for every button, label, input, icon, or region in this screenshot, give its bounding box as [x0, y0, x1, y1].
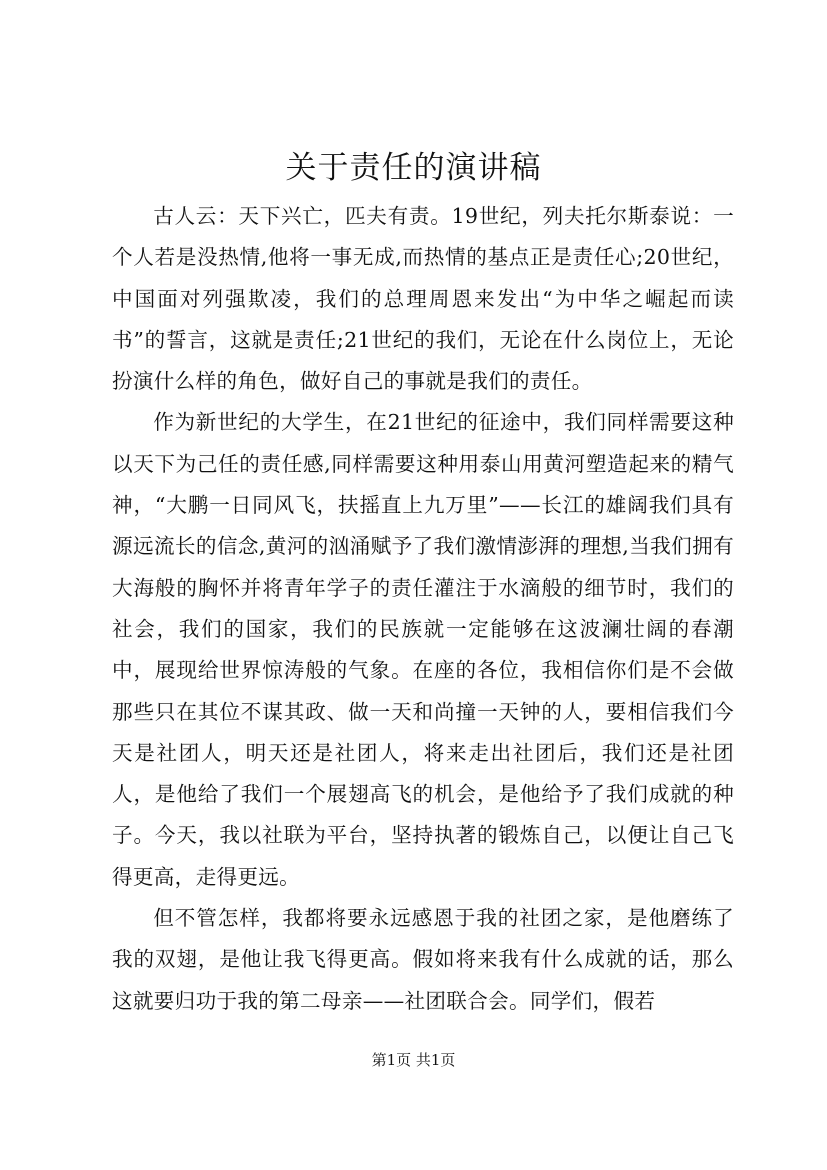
- document-body: [112, 196, 734, 1022]
- paragraph-3: 但不管怎样，我都将要永远感恩于我的社团之家，是他磨练了我的双翅，是他让我飞得更高。假如将来我有什么成就的话，那么这就要归功于我的第二母亲——社团联合会。同学们，假若: [112, 906, 734, 1013]
- document-title: 关于责任的演讲稿: [285, 150, 542, 186]
- page-footer: 第1页 共1页: [371, 1051, 456, 1069]
- paragraph-1: 古人云：天下兴亡，匹夫有责。19世纪，列夫托尔斯泰说：一个人若是没热情,他将一事无成,而热情的基点正是责任心;20世纪，中国面对列强欺凌，我们的总理周恩来发出“为中华之崛起而读书”的誓言，这就是责任;21世纪的我们，无论在什么岗位上，无论扮演什么样的角色，做好自己的事就是我们的责任。: [112, 204, 734, 394]
- paragraph-2: 作为新世纪的大学生，在21世纪的征途中，我们同样需要这种以天下为己任的责任感,同样需要这种用泰山用黄河塑造起来的精气神，“大鹏一日同风飞，扶摇直上九万里”——长江的雄阔我们具有源远流长的信念,黄河的汹涌赋予了我们激情澎湃的理想,当我们拥有大海般的胸怀并将青年学子的责任灌注于水滴般的细节时，我们的社会，我们的国家，我们的民族就一定能够在这波澜壮阔的春潮中，展现给世界惊涛般的气象。在座的各位，我相信你们是不会做那些只在其位不谋其政、做一天和尚撞一天钟的人，要相信我们今天是社团人，明天还是社团人，将来走出社团后，我们还是社团人，是他给了我们一个展翅高飞的机会，是他给予了我们成就的种子。今天，我以社联为平台，坚持执著的锻炼自己，以便让自己飞得更高，走得更远。: [112, 410, 734, 889]
